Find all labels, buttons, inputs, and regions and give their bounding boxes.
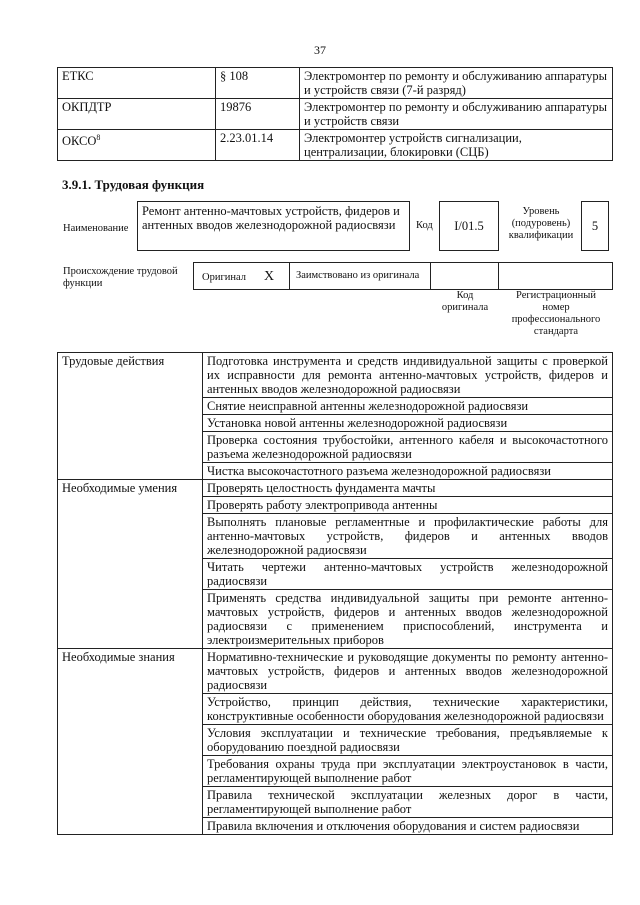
classifier-number: § 108	[216, 68, 300, 99]
detail-group-heading: Трудовые действия	[58, 353, 203, 480]
classification-row	[58, 130, 613, 161]
original-code-caption: Код оригинала	[441, 290, 489, 313]
detail-group-heading: Необходимые знания	[58, 649, 203, 835]
level-value: 5	[591, 219, 599, 233]
classifier-code	[58, 130, 216, 161]
detail-item: Правила технической эксплуатации железных дорог в части, регламентирующей выполнение работ	[203, 787, 613, 818]
registration-caption: Регистрационный номер профессионального стандарта	[511, 290, 601, 337]
name-label: Наименование	[63, 223, 129, 234]
classification-row	[58, 68, 613, 99]
detail-item: Читать чертежи антенно-мачтовых устройств железнодорожной радиосвязи	[203, 559, 613, 590]
function-code-box	[439, 201, 499, 251]
detail-item: Требования охраны труда при эксплуатации электроустановок в части, регламентирующей выполнение работ	[203, 756, 613, 787]
classifier-code	[58, 99, 216, 130]
detail-row	[58, 480, 613, 497]
origin-label: Происхождение трудовой функции	[63, 266, 178, 289]
code-label: Код	[416, 220, 433, 231]
function-name-value: Ремонт антенно-мачтовых устройств, фидеров и антенных вводов железнодорожной радиосвязи	[142, 204, 400, 232]
function-name-box	[137, 201, 410, 251]
original-box	[193, 262, 290, 290]
detail-row	[58, 353, 613, 398]
borrowed-box	[289, 262, 431, 290]
detail-row	[58, 649, 613, 694]
detail-item: Снятие неисправной антенны железнодорожной радиосвязи	[203, 398, 613, 415]
detail-item: Правила включения и отключения оборудования и систем радиосвязи	[203, 818, 613, 835]
registration-number-box	[498, 262, 613, 290]
original-code-box	[430, 262, 499, 290]
function-code-value: I/01.5	[454, 219, 484, 233]
borrowed-label: Заимствовано из оригинала	[296, 270, 420, 281]
classification-row	[58, 99, 613, 130]
detail-item: Подготовка инструмента и средств индивидуальной защиты с проверкой их исправности для ремонта антенно-мачтовых устройств, фидеров и антенных вводов железнодорожной радиосвязи	[203, 353, 613, 398]
level-value-box	[581, 201, 609, 251]
detail-item: Устройство, принцип действия, технические характеристики, конструктивные особенности оборудования железнодорожной радиосвязи	[203, 694, 613, 725]
section-title: 3.9.1. Трудовая функция	[62, 177, 205, 192]
classifier-name: Электромонтер устройств сигнализации, централизации, блокировки (СЦБ)	[300, 130, 613, 161]
level-label: Уровень (подуровень) квалификации	[508, 206, 574, 241]
detail-item: Проверять работу электропривода антенны	[203, 497, 613, 514]
classifier-number: 2.23.01.14	[216, 130, 300, 161]
classifier-code-text: ОКПДТР	[62, 100, 112, 114]
classifier-code-text: ЕТКС	[62, 69, 94, 83]
original-label: Оригинал	[202, 272, 246, 283]
function-details-table	[57, 352, 613, 835]
classification-table	[57, 67, 613, 161]
classifier-name: Электромонтер по ремонту и обслуживанию аппаратуры и устройств связи	[300, 99, 613, 130]
detail-item: Проверка состояния трубостойки, антенного кабеля и высокочастотного разъема железнодорожной радиосвязи	[203, 432, 613, 463]
classifier-number: 19876	[216, 99, 300, 130]
original-mark: X	[264, 269, 275, 284]
detail-item: Применять средства индивидуальной защиты при ремонте антенно-мачтовых устройств, фидеров и антенных вводов железнодорожной радиосвязи с применением приспособлений, инструмента и электроизмерительных приборов	[203, 590, 613, 649]
classifier-code	[58, 68, 216, 99]
detail-item: Условия эксплуатации и технические требования, предъявляемые к оборудованию поездной радиосвязи	[203, 725, 613, 756]
page-number: 37	[314, 43, 326, 57]
detail-item: Проверять целостность фундамента мачты	[203, 480, 613, 497]
detail-item: Выполнять плановые регламентные и профилактические работы для антенно-мачтовых устройств, фидеров и антенных вводов железнодорожной радиосвязи	[203, 514, 613, 559]
detail-item: Чистка высокочастотного разъема железнодорожной радиосвязи	[203, 463, 613, 480]
classifier-code-text: ОКСО	[62, 134, 97, 149]
detail-group-heading: Необходимые умения	[58, 480, 203, 649]
detail-item: Установка новой антенны железнодорожной радиосвязи	[203, 415, 613, 432]
classifier-name: Электромонтер по ремонту и обслуживанию аппаратуры и устройств связи (7-й разряд)	[300, 68, 613, 99]
footnote-ref: 8	[96, 133, 101, 142]
detail-item: Нормативно-технические и руководящие документы по ремонту антенно-мачтовых устройств, фидеров и антенных вводов железнодорожной радиосвязи	[203, 649, 613, 694]
